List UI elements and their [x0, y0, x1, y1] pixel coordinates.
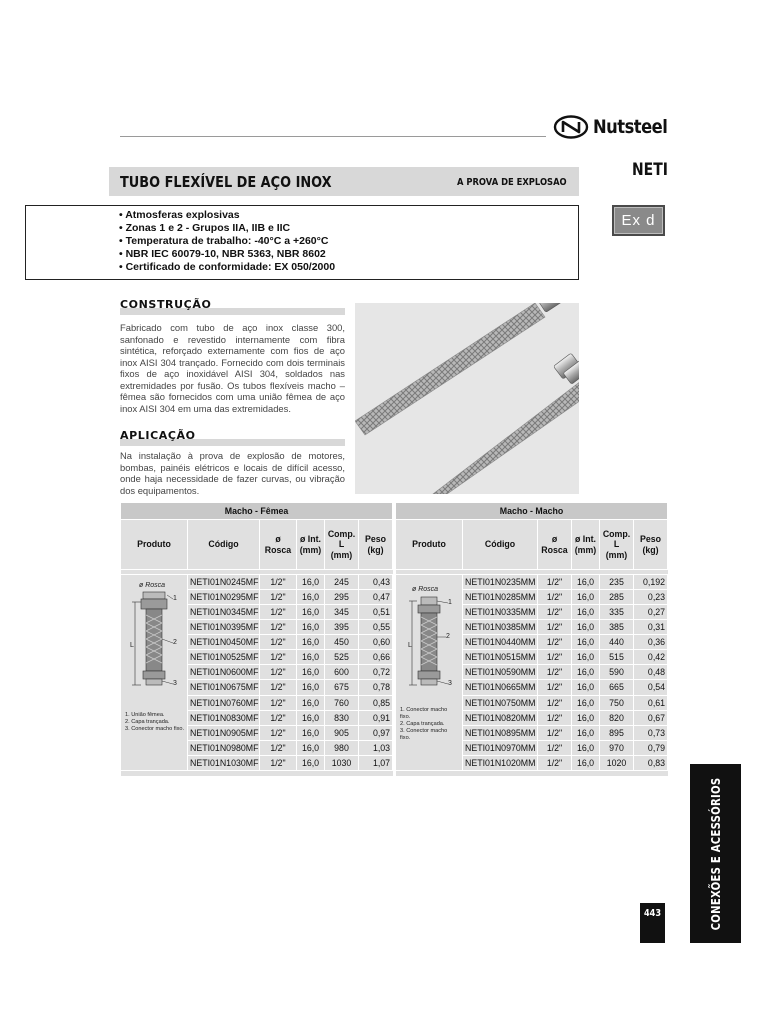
diagram-length-label: L [130, 642, 134, 649]
table-cell: 0,23 [634, 590, 668, 605]
diagram-notes: 1. Conector macho fixo. 2. Capa trançada. 3. Conector macho fixo. [400, 707, 448, 741]
feature-item: • NBR IEC 60079-10, NBR 5363, NBR 8602 [119, 248, 326, 260]
table-cell: 590 [600, 665, 634, 680]
table-cell: 16,0 [297, 740, 325, 755]
aplicacao-heading: APLICAÇÃO [120, 429, 196, 442]
table-cell: NETI01N0665MM [463, 680, 538, 695]
table-cell: 1/2" [538, 695, 572, 710]
table-cell: NETI01N0675MF [188, 680, 260, 695]
construcao-heading: CONSTRUÇÃO [120, 298, 212, 311]
table-cell: 1020 [600, 755, 634, 770]
table-cell: 0,54 [634, 680, 668, 695]
table-cell: NETI01N0750MM [463, 695, 538, 710]
table-cell: 0,27 [634, 605, 668, 620]
col-int: ø Int. (mm) [572, 520, 600, 570]
table-cell: NETI01N0895MM [463, 725, 538, 740]
table-cell: 905 [325, 725, 359, 740]
table-cell: 0,36 [634, 635, 668, 650]
col-produto: Produto [121, 520, 188, 570]
table-cell: 1030 [325, 755, 359, 770]
table-macho-macho [395, 502, 668, 776]
diagram-length-label: L [408, 642, 412, 649]
table-cell: 1/2" [538, 575, 572, 590]
table-cell: NETI01N0345MF [188, 605, 260, 620]
product-photo [355, 303, 579, 494]
page-number: 443 [643, 908, 662, 919]
table-cell: NETI01N0295MF [188, 590, 260, 605]
table-cell: 0,79 [634, 740, 668, 755]
section-side-label: CONEXÕES E ACESSÓRIOS [708, 777, 723, 930]
table-cell: 295 [325, 590, 359, 605]
hose-diagram-icon [121, 575, 188, 695]
table-cell: 1/2" [260, 680, 297, 695]
table-cell: 1/2" [538, 755, 572, 770]
table-cell: 16,0 [297, 590, 325, 605]
table-cell: 1/2" [538, 650, 572, 665]
table-cell: NETI01N0335MM [463, 605, 538, 620]
table-cell: NETI01N0245MF [188, 575, 260, 590]
table-cell: NETI01N0830MF [188, 710, 260, 725]
table-cell: 0,78 [359, 680, 393, 695]
table-cell: 16,0 [572, 575, 600, 590]
exd-badge-label: Ex d [621, 212, 656, 229]
table-cell: 1/2" [260, 650, 297, 665]
diagram-callout: 1 [173, 595, 177, 602]
diagram-rosca-label: ø Rosca [139, 582, 166, 589]
table-cell: 16,0 [572, 605, 600, 620]
table-cell: 895 [600, 725, 634, 740]
feature-item: • Atmosferas explosivas [119, 209, 240, 221]
table-cell: 16,0 [297, 605, 325, 620]
hose-diagram-icon [396, 575, 463, 695]
table-cell: NETI01N0385MM [463, 620, 538, 635]
table-cell: 0,192 [634, 575, 668, 590]
diagram-callout: 2 [446, 633, 450, 640]
table-cell: 1/2" [260, 695, 297, 710]
table-cell: 16,0 [572, 650, 600, 665]
table-cell: 16,0 [297, 575, 325, 590]
table-cell: NETI01N0980MF [188, 740, 260, 755]
table-cell: 16,0 [572, 740, 600, 755]
table-cell: 16,0 [572, 725, 600, 740]
table-cell: NETI01N0905MF [188, 725, 260, 740]
table-cell: 1/2" [538, 725, 572, 740]
table-cell: NETI01N0525MF [188, 650, 260, 665]
col-comp: Comp. L (mm) [325, 520, 359, 570]
table-cell: 0,42 [634, 650, 668, 665]
table-cell: NETI01N0515MM [463, 650, 538, 665]
table-cell: 1/2" [538, 620, 572, 635]
table-cell: 285 [600, 590, 634, 605]
diagram-notes: 1. União fêmea. 2. Capa trançada. 3. Conector macho fixo. [125, 712, 185, 732]
col-codigo: Código [188, 520, 260, 570]
table-cell: 675 [325, 680, 359, 695]
table-cell: 16,0 [572, 620, 600, 635]
table-cell: NETI01N0285MM [463, 590, 538, 605]
table-cell: 0,60 [359, 635, 393, 650]
table-cell: 16,0 [297, 725, 325, 740]
aplicacao-text: Na instalação à prova de explosão de motores, bombas, painéis elétricos e locais de difícil acesso, onde haja necessidade de fazer curvas, ou vibração dos equipamentos. [120, 450, 345, 496]
col-rosca: ø Rosca [538, 520, 572, 570]
table-cell: 16,0 [572, 590, 600, 605]
table-row [121, 575, 393, 590]
table-cell: 450 [325, 635, 359, 650]
table-cell: 16,0 [572, 680, 600, 695]
table-cell: 16,0 [297, 635, 325, 650]
table-cell: 1/2" [260, 590, 297, 605]
table-cell: NETI01N0590MM [463, 665, 538, 680]
table-cell: 1,03 [359, 740, 393, 755]
table-cell: 1,07 [359, 755, 393, 770]
table-cell: 385 [600, 620, 634, 635]
table-cell: 1/2" [260, 620, 297, 635]
table-cell: 0,72 [359, 665, 393, 680]
table-cell: 1/2" [538, 590, 572, 605]
table-cell: 16,0 [572, 755, 600, 770]
nutsteel-logo-icon [553, 115, 589, 139]
table-cell: NETI01N0450MF [188, 635, 260, 650]
table-cell: NETI01N0760MF [188, 695, 260, 710]
table-cell: 600 [325, 665, 359, 680]
table-cell: 0,73 [634, 725, 668, 740]
table-cell: NETI01N0235MM [463, 575, 538, 590]
table-cell: NETI01N1020MM [463, 755, 538, 770]
table-cell: 16,0 [297, 710, 325, 725]
col-comp: Comp. L (mm) [600, 520, 634, 570]
table-cell: NETI01N0970MM [463, 740, 538, 755]
table-cell: 0,67 [634, 710, 668, 725]
table-cell: 760 [325, 695, 359, 710]
table-group-title: Macho - Macho [396, 503, 668, 520]
diagram-rosca-label: ø Rosca [412, 586, 439, 593]
table-cell: 16,0 [297, 650, 325, 665]
table-cell: 665 [600, 680, 634, 695]
table-cell: 16,0 [572, 710, 600, 725]
table-cell: 0,91 [359, 710, 393, 725]
table-cell: 345 [325, 605, 359, 620]
col-codigo: Código [463, 520, 538, 570]
table-cell: 1/2" [260, 710, 297, 725]
page-title: TUBO FLEXÍVEL DE AÇO INOX [120, 173, 332, 191]
table-cell: 0,66 [359, 650, 393, 665]
table-macho-femea [120, 502, 393, 776]
exd-badge [612, 205, 665, 236]
table-cell: NETI01N0440MM [463, 635, 538, 650]
table-cell: 16,0 [297, 695, 325, 710]
feature-item: • Zonas 1 e 2 - Grupos IIA, IIB e IIC [119, 222, 291, 234]
table-cell: 1/2" [260, 635, 297, 650]
table-cell: 235 [600, 575, 634, 590]
table-cell: 515 [600, 650, 634, 665]
table-cell: 0,31 [634, 620, 668, 635]
table-cell: 16,0 [297, 755, 325, 770]
table-cell: 16,0 [572, 695, 600, 710]
table-group-title: Macho - Fêmea [121, 503, 393, 520]
features-box [25, 205, 579, 280]
feature-item: • Certificado de conformidade: EX 050/2000 [119, 261, 336, 273]
table-cell: 245 [325, 575, 359, 590]
table-cell: NETI01N0395MF [188, 620, 260, 635]
page-number-box [640, 903, 665, 943]
table-cell: 1/2" [260, 740, 297, 755]
table-cell: 16,0 [572, 665, 600, 680]
table-cell: 1/2" [538, 680, 572, 695]
table-cell: 0,97 [359, 725, 393, 740]
series-code: NETI [632, 160, 668, 180]
table-cell: 440 [600, 635, 634, 650]
diagram-callout: 1 [448, 599, 452, 606]
table-cell: NETI01N0820MM [463, 710, 538, 725]
table-cell: 16,0 [572, 635, 600, 650]
table-cell: 16,0 [297, 665, 325, 680]
table-cell: 0,43 [359, 575, 393, 590]
table-cell: 830 [325, 710, 359, 725]
col-peso: Peso (kg) [359, 520, 393, 570]
table-cell: 1/2" [260, 665, 297, 680]
table-cell: 0,55 [359, 620, 393, 635]
table-cell: 1/2" [260, 725, 297, 740]
section-side-tab [690, 764, 741, 943]
page-subtitle: A PROVA DE EXPLOSÃO [457, 177, 567, 188]
table-cell: 970 [600, 740, 634, 755]
table-cell: 335 [600, 605, 634, 620]
table-cell: 525 [325, 650, 359, 665]
table-cell: NETI01N1030MF [188, 755, 260, 770]
title-bar [109, 167, 579, 196]
brand [553, 115, 679, 139]
feature-item: • Temperatura de trabalho: -40°C a +260°C [119, 235, 329, 247]
product-diagram-cell [121, 575, 188, 771]
brand-name: Nutsteel [593, 116, 668, 138]
table-cell: 980 [325, 740, 359, 755]
header-rule [120, 136, 546, 137]
table-cell: 16,0 [297, 680, 325, 695]
table-cell: 1/2" [260, 755, 297, 770]
table-cell: 1/2" [260, 605, 297, 620]
table-cell: 0,48 [634, 665, 668, 680]
table-cell: NETI01N0600MF [188, 665, 260, 680]
table-cell: 1/2" [538, 635, 572, 650]
table-cell: 0,85 [359, 695, 393, 710]
table-cell: 0,51 [359, 605, 393, 620]
table-cell: 1/2" [260, 575, 297, 590]
diagram-callout: 2 [173, 639, 177, 646]
col-int: ø Int. (mm) [297, 520, 325, 570]
table-cell: 0,61 [634, 695, 668, 710]
table-cell: 1/2" [538, 740, 572, 755]
col-rosca: ø Rosca [260, 520, 297, 570]
table-cell: 1/2" [538, 710, 572, 725]
braided-hose-image [355, 303, 579, 494]
table-cell: 0,47 [359, 590, 393, 605]
table-cell: 1/2" [538, 665, 572, 680]
table-cell: 16,0 [297, 620, 325, 635]
table-cell: 750 [600, 695, 634, 710]
table-cell: 395 [325, 620, 359, 635]
table-row [396, 575, 668, 590]
table-cell: 1/2" [538, 605, 572, 620]
product-diagram-cell [396, 575, 463, 771]
construcao-text: Fabricado com tubo de aço inox classe 300, sanfonado e revestido internamente com fibra sintética, reforçado externamente com fios de aço inox AISI 304 trançado. Fornecido com dois terminais fixos de aço inoxidável AISI 304, soldados nas extremidades por fusão. Os tubos flexíveis macho – fêmea são fornecidos com uma união fêmea de aço inox AISI 304 em uma das extremidades. [120, 322, 345, 414]
diagram-callout: 3 [448, 680, 452, 687]
diagram-callout: 3 [173, 680, 177, 687]
table-cell: 820 [600, 710, 634, 725]
table-cell: 0,83 [634, 755, 668, 770]
col-peso: Peso (kg) [634, 520, 668, 570]
col-produto: Produto [396, 520, 463, 570]
